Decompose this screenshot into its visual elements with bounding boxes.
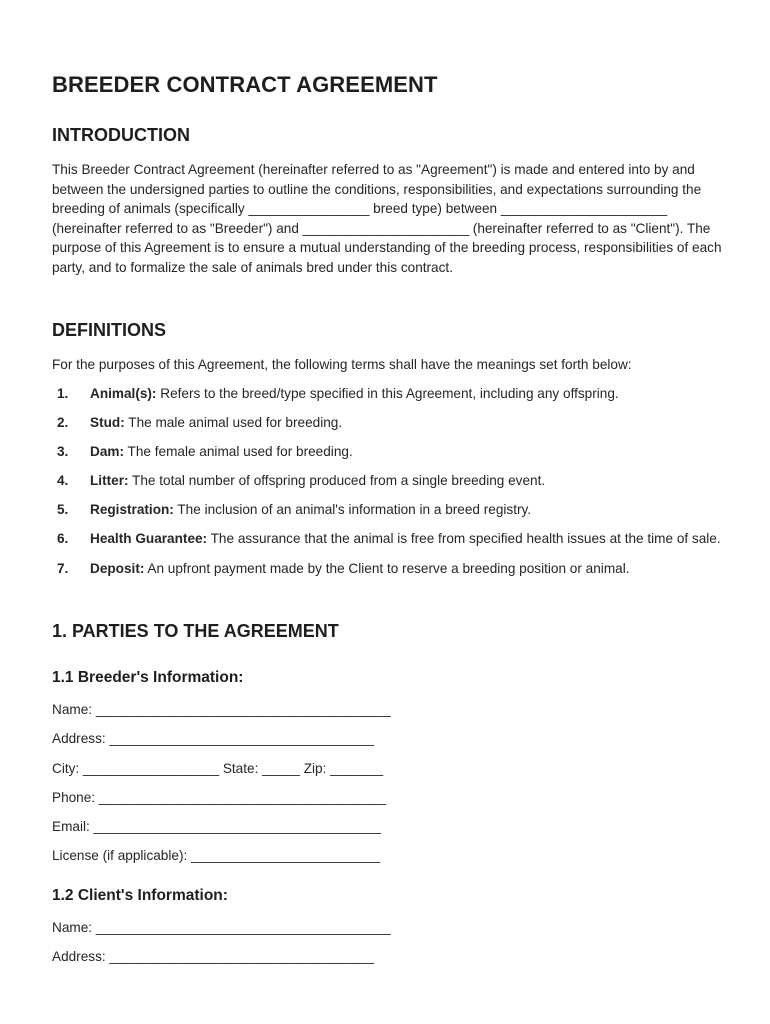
definition-term: Registration: xyxy=(90,502,174,518)
definitions-intro: For the purposes of this Agreement, the following terms shall have the meanings set forth below: xyxy=(52,357,632,372)
definition-text: The total number of offspring produced from a single breeding event. xyxy=(128,473,546,489)
definition-item xyxy=(52,442,724,462)
definition-text: The inclusion of an animal's information in a breed registry. xyxy=(173,502,532,518)
definition-item xyxy=(52,529,724,549)
definition-number: 4. xyxy=(57,473,69,489)
definition-item xyxy=(52,471,724,491)
definition-number: 1. xyxy=(57,386,69,401)
definition-term: Animal(s): xyxy=(90,386,157,401)
introduction-heading: INTRODUCTION xyxy=(52,125,190,145)
parties-heading: 1. PARTIES TO THE AGREEMENT xyxy=(52,621,339,641)
definition-item xyxy=(52,413,724,433)
definition-number: 7. xyxy=(57,560,69,576)
breeder-info-heading: 1.1 Breeder's Information: xyxy=(52,669,244,686)
definition-number: 5. xyxy=(57,502,69,518)
breeder-address-field[interactable]: Address: ___________________________________ xyxy=(52,731,375,746)
breeder-name-field[interactable]: Name: _______________________________________ xyxy=(52,702,391,717)
client-address-field[interactable]: Address: ___________________________________ xyxy=(52,949,375,964)
client-name-field[interactable]: Name: _______________________________________ xyxy=(52,920,391,935)
definition-text: The assurance that the animal is free from specified health issues at the time of sale. xyxy=(207,531,721,547)
breeder-city-state-zip-field[interactable]: City: __________________ State: _____ Zip: _______ xyxy=(52,761,384,776)
definitions-heading: DEFINITIONS xyxy=(52,320,167,340)
document-title: BREEDER CONTRACT AGREEMENT xyxy=(52,72,438,97)
definitions-list xyxy=(52,384,724,588)
definition-term: Litter: xyxy=(90,473,129,489)
definition-number: 6. xyxy=(57,531,69,547)
client-info-heading: 1.2 Client's Information: xyxy=(52,887,228,904)
definition-term: Health Guarantee: xyxy=(90,531,208,547)
breeder-email-field[interactable]: Email: ______________________________________ xyxy=(52,819,381,834)
definition-text: The male animal used for breeding. xyxy=(124,415,343,431)
definition-item xyxy=(52,500,724,520)
definition-term: Stud: xyxy=(90,415,125,431)
definition-item xyxy=(52,384,724,404)
definition-item xyxy=(52,559,724,579)
definition-number: 2. xyxy=(57,415,69,431)
definition-number: 3. xyxy=(57,444,69,460)
definition-text: Refers to the breed/type specified in this Agreement, including any offspring. xyxy=(156,386,619,401)
definition-term: Dam: xyxy=(90,444,124,460)
definition-text: The female animal used for breeding. xyxy=(124,444,353,460)
introduction-paragraph: This Breeder Contract Agreement (hereinafter referred to as "Agreement") is made and entered into by and between the undersigned parties to outline the conditions, responsibilities, and expectations surrounding the breeding of animals (specifically ________________ breed type) between ______________________ (hereinafter referred to as "Breeder") and ______________________ (hereinafter referred to as "Client"). The purpose of this Agreement is to ensure a mutual understanding of the breeding process, responsibilities of each party, and to formalize the sale of animals bred under this contract. xyxy=(52,162,722,275)
breeder-license-field[interactable]: License (if applicable): _________________________ xyxy=(52,848,381,863)
definition-term: Deposit: xyxy=(90,560,145,576)
definition-text: An upfront payment made by the Client to reserve a breeding position or animal. xyxy=(144,560,630,576)
breeder-phone-field[interactable]: Phone: ______________________________________ xyxy=(52,790,387,805)
